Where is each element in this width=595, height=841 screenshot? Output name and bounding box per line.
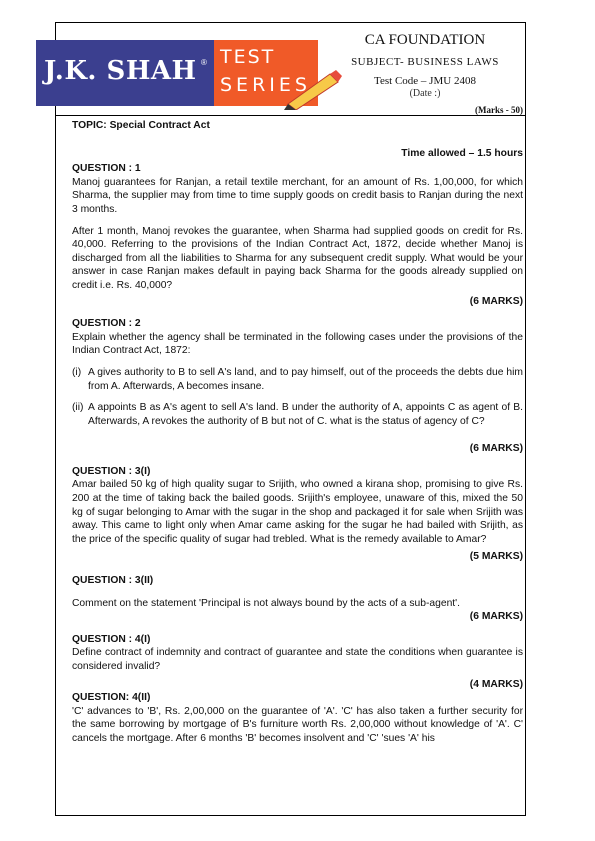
question-3ii-marks: (6 MARKS) — [469, 611, 523, 623]
topic-heading: TOPIC: Special Contract Act — [72, 120, 210, 131]
logo-name: J.K. SHAH — [44, 56, 197, 86]
question-3i-marks: (5 MARKS) — [469, 551, 523, 563]
question-2-item-ii — [72, 401, 523, 428]
question-4ii-title: QUESTION: 4(II) — [72, 692, 151, 704]
logo-word-test: TEST — [220, 46, 276, 68]
question-1-para-2: After 1 month, Manoj revokes the guarantee, when Sharma had supplied goods on credit for Rs. 40,000. Referring to the provisions of the Indian Contract Act, 1872, decide whether Manoj is discharged from all the liabilities to Sharma for any subsequent credit supply. What would be your answer in case Ranjan makes default in paying back Sharma for the goods already supplied on credit i.e. Rs. 40,000? — [72, 225, 523, 291]
header-divider — [55, 115, 526, 116]
question-2-marks: (6 MARKS) — [469, 443, 523, 455]
jk-shah-test-series-logo — [36, 40, 318, 106]
course-title: CA FOUNDATION — [364, 32, 486, 48]
question-2-intro: Explain whether the agency shall be terminated in the following cases under the provisions of the Indian Contract Act, 1872: — [72, 331, 523, 357]
logo-blue-panel — [36, 40, 214, 106]
item-text: A appoints B as A's agent to sell A's land. B under the authority of A, appoints C as agent of B. Afterwards, A revokes the authority of B but not of C. what is the status of agency of C? — [88, 402, 523, 427]
total-marks: (Marks - 50) — [475, 105, 523, 115]
item-number: (i) — [72, 366, 82, 378]
question-1-title: QUESTION : 1 — [72, 163, 141, 175]
subject-title: SUBJECT- BUSINESS LAWS — [351, 56, 499, 68]
question-4i-title: QUESTION : 4(I) — [72, 633, 151, 645]
item-text: A gives authority to B to sell A's land, and to pay himself, out of the proceeds the debts due him from A. Afterwards, A becomes insane. — [88, 366, 523, 392]
question-4ii-text: 'C' advances to 'B', Rs. 2,00,000 on the guarantee of 'A'. 'C' has also taken a further security for the same borrowing by mortgage of B's furniture worth Rs. 2,00,000 without knowledge of 'A'. C' cancels the mortgage. After 6 months 'B' becomes insolvent and 'C' 'sues 'A' his — [72, 705, 523, 744]
question-4i-text: Define contract of indemnity and contract of guarantee and state the conditions when guarantee is considered invalid? — [72, 647, 523, 672]
question-2-item-i — [72, 366, 523, 393]
time-allowed: Time allowed – 1.5 hours — [401, 147, 523, 159]
test-date: (Date :) — [409, 88, 441, 99]
question-4i-marks: (4 MARKS) — [469, 678, 523, 690]
question-paper-body — [72, 119, 523, 746]
test-code: Test Code – JMU 2408 — [374, 75, 476, 87]
question-3i-title: QUESTION : 3(I) — [72, 465, 151, 477]
question-1-marks: (6 MARKS) — [469, 295, 523, 307]
question-2-title: QUESTION : 2 — [72, 318, 141, 330]
logo-word-series: SERIES — [220, 74, 311, 96]
question-3ii-title: QUESTION : 3(II) — [72, 575, 154, 587]
question-3i-text: Amar bailed 50 kg of high quality sugar to Srijith, who owned a kirana shop, promising to give Rs. 200 at the time of taking back the bailed goods. Srijith's employee, unaware of this, mixed the 50 kg of sugar belonging to Amar with the sugar in the shop and packaged it for sale when Srijith was away. This came to light only when Amar came asking for the sugar he had bailed with Srijith, as the price of the specific quality of sugar had trebled. What is the remedy available to Amar? — [72, 479, 523, 545]
item-number: (ii) — [72, 402, 84, 414]
question-1-para-1: Manoj guarantees for Ranjan, a retail textile merchant, for an amount of Rs. 1,00,000, for which Sharma, the supplier may from time to time supply goods on credit basis to Ranjan during the next 3 months. — [72, 176, 523, 215]
question-3ii-text: Comment on the statement 'Principal is not always bound by the acts of a sub-agent'. — [72, 597, 460, 609]
logo-registered-mark: ® — [201, 58, 207, 67]
